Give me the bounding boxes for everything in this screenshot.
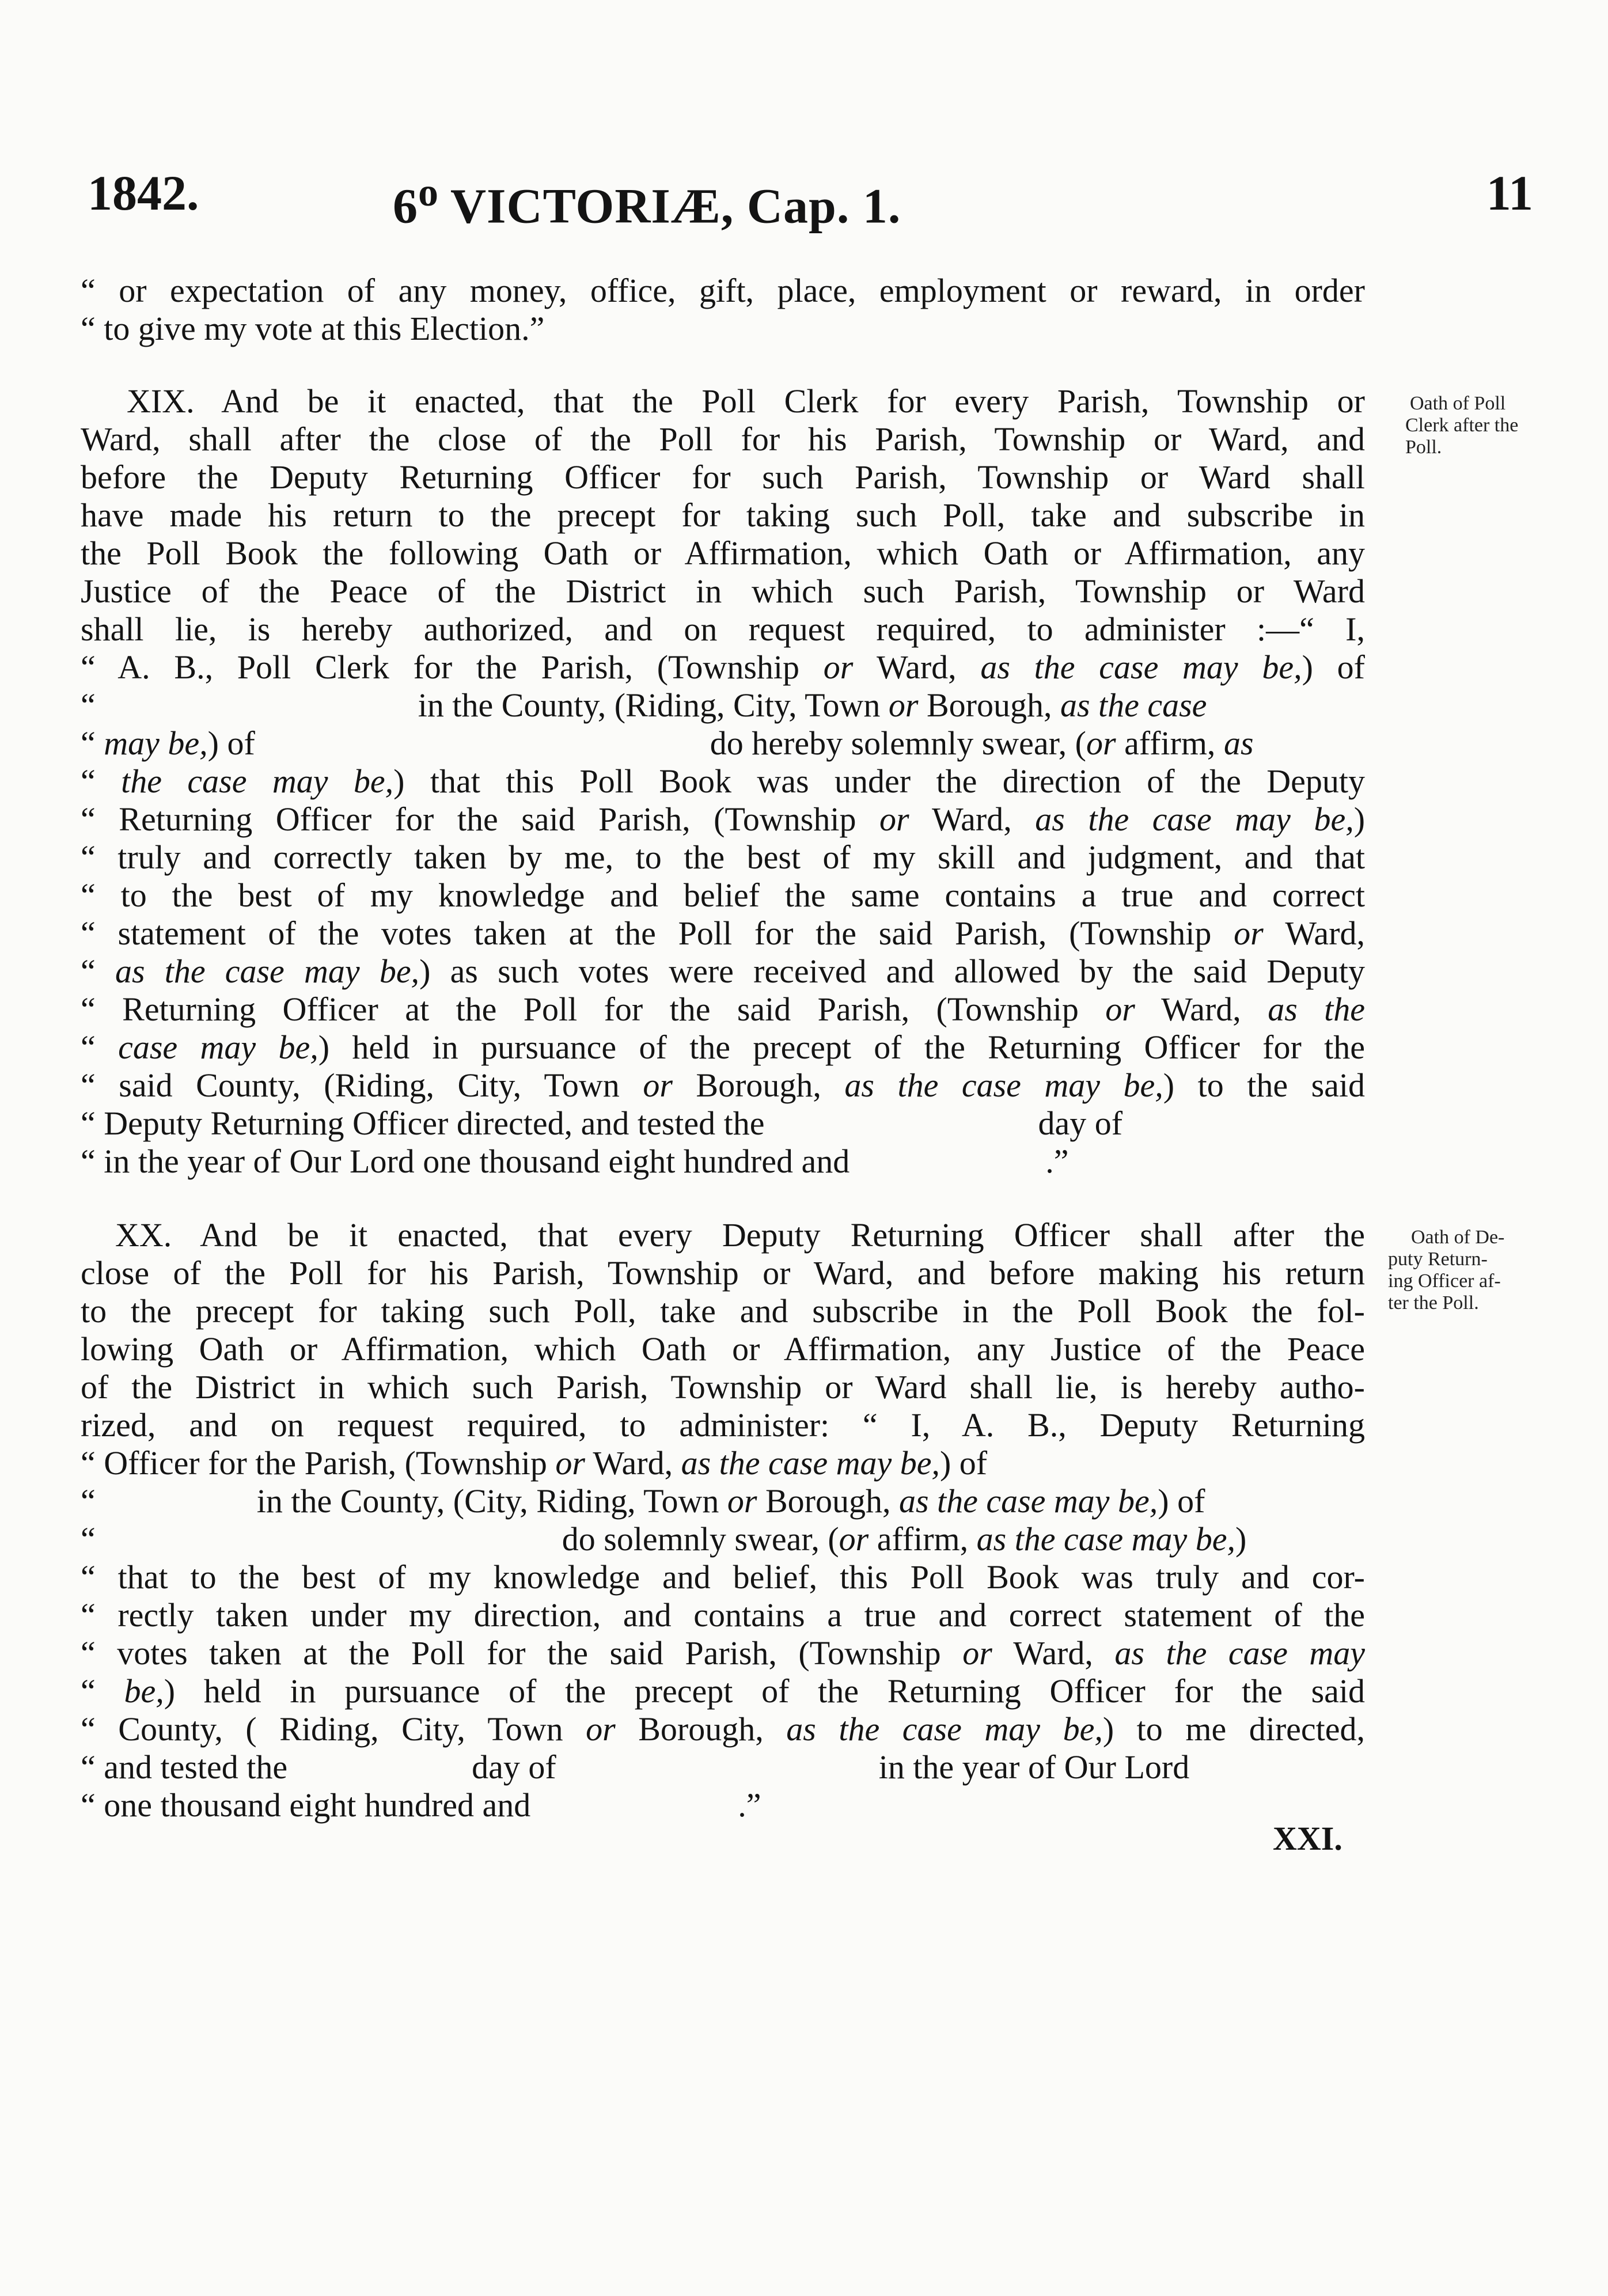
text-line: “ or expectation of any money, office, gift, place, employment or reward, in order bbox=[81, 272, 1365, 309]
degree-mark: o bbox=[418, 170, 438, 215]
oath-line: “ in the year of Our Lord one thousand eight hundred and .” bbox=[81, 1143, 1069, 1180]
oath-line: “ in the County, (Riding, City, Town or Borough, as the case bbox=[81, 686, 1207, 724]
margin-note-line: Clerk after the bbox=[1405, 415, 1519, 436]
text-line: the Poll Book the following Oath or Affirmation, which Oath or Affirmation, any bbox=[81, 534, 1365, 572]
oath-line: “ to the best of my knowledge and belief the same contains a true and correct bbox=[81, 876, 1365, 914]
oath-line: “ be,) held in pursuance of the precept of the Returning Officer for the said bbox=[81, 1672, 1365, 1710]
oath-line: “ rectly taken under my direction, and contains a true and correct statement of the bbox=[81, 1596, 1365, 1634]
oath-line: “ truly and correctly taken by me, to the best of my skill and judgment, and that bbox=[81, 838, 1365, 876]
margin-note-xix bbox=[1405, 393, 1518, 458]
act-title: VICTORIÆ, Cap. 1. bbox=[438, 178, 901, 234]
oath-line: “ may be,) of do hereby solemnly swear, (or affirm, as bbox=[81, 724, 1254, 762]
oath-line: “ votes taken at the Poll for the said Parish, (Township or Ward, as the case may bbox=[81, 1634, 1366, 1672]
text-line: “ to give my vote at this Election.” bbox=[81, 310, 545, 347]
text-line: rized, and on request required, to administer: “ I, A. B., Deputy Returning bbox=[81, 1406, 1365, 1444]
text-line: Ward, shall after the close of the Poll for his Parish, Township or Ward, and bbox=[81, 420, 1365, 458]
margin-note-line: Oath of De- bbox=[1411, 1227, 1505, 1248]
text-line: lowing Oath or Affirmation, which Oath or Affirmation, any Justice of the Peace bbox=[81, 1330, 1365, 1368]
oath-line: “ one thousand eight hundred and .” bbox=[81, 1786, 761, 1824]
oath-line: “ County, ( Riding, City, Town or Borough, as the case may be,) to me directed, bbox=[81, 1710, 1366, 1748]
header-title bbox=[393, 161, 901, 238]
oath-line: “ that to the best of my knowledge and belief, this Poll Book was truly and cor- bbox=[81, 1558, 1365, 1596]
section-xix-opening: XIX. And be it enacted, that the Poll Clerk for every Parish, Township or bbox=[127, 382, 1365, 420]
oath-line: “ in the County, (City, Riding, Town or Borough, as the case may be,) of bbox=[81, 1482, 1205, 1520]
oath-line: “ as the case may be,) as such votes were received and allowed by the said Deputy bbox=[81, 952, 1365, 990]
text-line: shall lie, is hereby authorized, and on request required, to administer :—“ I, bbox=[81, 610, 1365, 648]
text-line: Justice of the Peace of the District in which such Parish, Township or Ward bbox=[81, 572, 1365, 610]
oath-line: “ the case may be,) that this Poll Book was under the direction of the Deputy bbox=[81, 762, 1365, 800]
text-line: have made his return to the precept for taking such Poll, take and subscribe in bbox=[81, 496, 1365, 534]
margin-note-line: ing Officer af- bbox=[1388, 1270, 1501, 1292]
page-number: 11 bbox=[1486, 165, 1533, 221]
margin-note-line: Poll. bbox=[1405, 437, 1442, 458]
catchword: XXI. bbox=[1273, 1820, 1342, 1857]
running-header bbox=[82, 161, 1533, 234]
oath-line: “ Returning Officer at the Poll for the said Parish, (Township or Ward, as the bbox=[81, 990, 1366, 1028]
text-line: close of the Poll for his Parish, Township or Ward, and before making his return bbox=[81, 1254, 1365, 1292]
oath-line: “ Returning Officer for the said Parish, (Township or Ward, as the case may be,) bbox=[81, 800, 1366, 838]
margin-note-xx bbox=[1388, 1227, 1504, 1314]
margin-note-line: ter the Poll. bbox=[1388, 1292, 1479, 1314]
header-year: 1842. bbox=[88, 165, 199, 221]
oath-line: “ said County, (Riding, City, Town or Borough, as the case may be,) to the said bbox=[81, 1067, 1366, 1104]
section-xx-opening: XX. And be it enacted, that every Deputy Returning Officer shall after the bbox=[115, 1216, 1365, 1254]
oath-line: “ Officer for the Parish, (Township or Ward, as the case may be,) of bbox=[81, 1444, 988, 1482]
regnal-year: 6 bbox=[393, 178, 418, 234]
oath-line: “ A. B., Poll Clerk for the Parish, (Township or Ward, as the case may be,) of bbox=[81, 648, 1365, 686]
oath-line: “ do solemnly swear, (or affirm, as the case may be,) bbox=[81, 1520, 1247, 1558]
oath-line: “ and tested the day of in the year of Our Lord bbox=[81, 1748, 1190, 1786]
text-line: before the Deputy Returning Officer for such Parish, Township or Ward shall bbox=[81, 458, 1365, 496]
oath-line: “ Deputy Returning Officer directed, and tested the day of bbox=[81, 1105, 1123, 1142]
oath-line: “ case may be,) held in pursuance of the precept of the Returning Officer for the bbox=[81, 1029, 1365, 1066]
margin-note-line: puty Return- bbox=[1388, 1248, 1488, 1270]
text-line: of the District in which such Parish, Township or Ward shall lie, is hereby autho- bbox=[81, 1368, 1365, 1406]
text-line: to the precept for taking such Poll, take and subscribe in the Poll Book the fol- bbox=[81, 1292, 1365, 1330]
margin-note-line: Oath of Poll bbox=[1410, 393, 1506, 414]
oath-line: “ statement of the votes taken at the Poll for the said Parish, (Township or Ward, bbox=[81, 914, 1365, 952]
